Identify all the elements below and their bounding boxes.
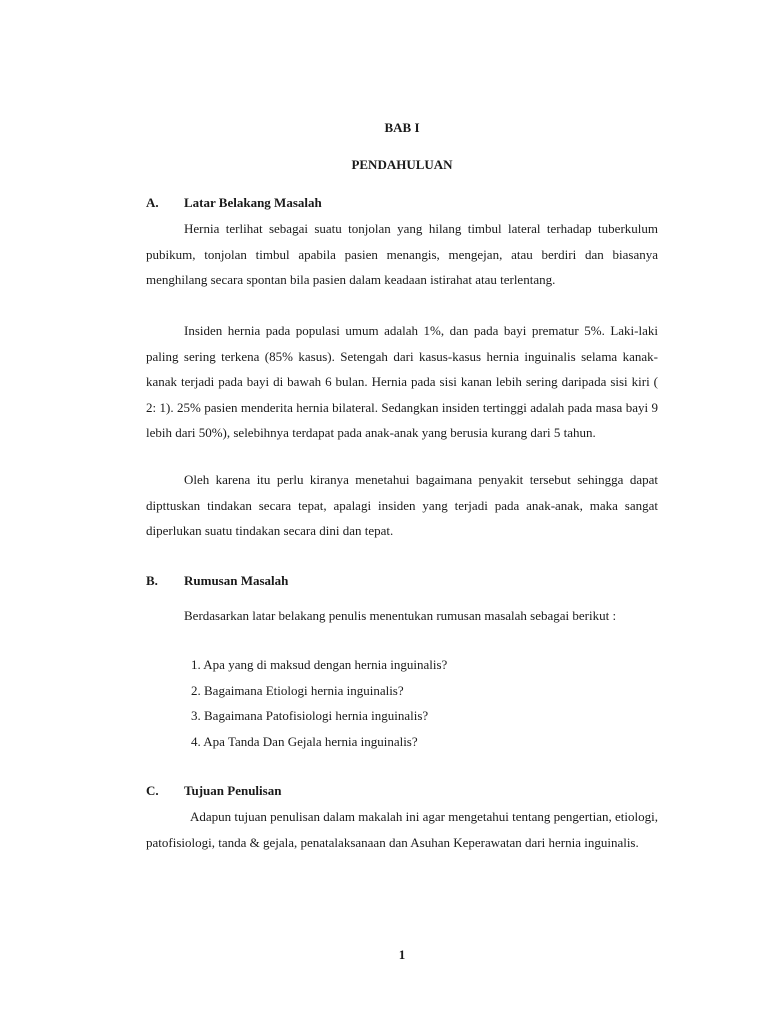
section-a-heading bbox=[146, 195, 322, 211]
section-b-letter: B. bbox=[146, 573, 158, 588]
list-item: 3. Bagaimana Patofisiologi hernia inguinalis? bbox=[191, 708, 429, 723]
list-item: 4. Apa Tanda Dan Gejala hernia inguinalis? bbox=[191, 733, 418, 749]
section-c-letter: C. bbox=[146, 783, 159, 798]
chapter-title: PENDAHULUAN bbox=[351, 157, 453, 172]
section-a-title: Latar Belakang Masalah bbox=[184, 195, 322, 210]
problem-list bbox=[191, 652, 447, 754]
chapter-number: BAB I bbox=[384, 120, 420, 135]
section-c-title: Tujuan Penulisan bbox=[184, 783, 282, 798]
section-a-paragraph-1: Hernia terlihat sebagai suatu tonjolan yang hilang timbul lateral terhadap tuberkulum pubikum, tonjolan timbul apabila pasien menangis, mengejan, atau berdiri dan biasanya menghilang secara spontan bila pasien dalam keadaan istirahat atau terlentang. bbox=[146, 221, 658, 287]
page-number: 1 bbox=[398, 947, 406, 962]
section-c-paragraph: Adapun tujuan penulisan dalam makalah ini agar mengetahui tentang pengertian, etiologi, patofisiologi, tanda & gejala, penatalaksanaan dan Asuhan Keperawatan dari hernia inguinalis. bbox=[146, 809, 658, 850]
section-c-heading bbox=[146, 783, 281, 799]
section-b-intro: Berdasarkan latar belakang penulis menentukan rumusan masalah sebagai berikut : bbox=[184, 608, 617, 623]
section-a-letter: A. bbox=[146, 195, 159, 210]
list-item: 1. Apa yang di maksud dengan hernia inguinalis? bbox=[191, 657, 448, 672]
section-b-heading bbox=[146, 573, 288, 589]
section-b-title: Rumusan Masalah bbox=[184, 573, 289, 588]
section-a-paragraph-2: Insiden hernia pada populasi umum adalah 1%, dan pada bayi prematur 5%. Laki-laki paling sering terkena (85% kasus). Setengah dari kasus-kasus hernia inguinalis selama kanak-kanak terjadi pada bayi di bawah 6 bulan. Hernia pada sisi kanan lebih sering daripada sisi kiri ( 2: 1). 25% pasien menderita hernia bilateral. Sedangkan insiden tertinggi adalah pada masa bayi 9 lebih dari 50%), selebihnya terdapat pada anak-anak yang berusia kurang dari 5 tahun. bbox=[146, 323, 658, 440]
list-item: 2. Bagaimana Etiologi hernia inguinalis? bbox=[191, 682, 404, 698]
section-a-paragraph-3: Oleh karena itu perlu kiranya menetahui bagaimana penyakit tersebut sehingga dapat dipttuskan tindakan secara tepat, apalagi insiden yang terjadi pada anak-anak, maka sangat diperlukan suatu tindakan secara dini dan tepat. bbox=[146, 472, 658, 538]
